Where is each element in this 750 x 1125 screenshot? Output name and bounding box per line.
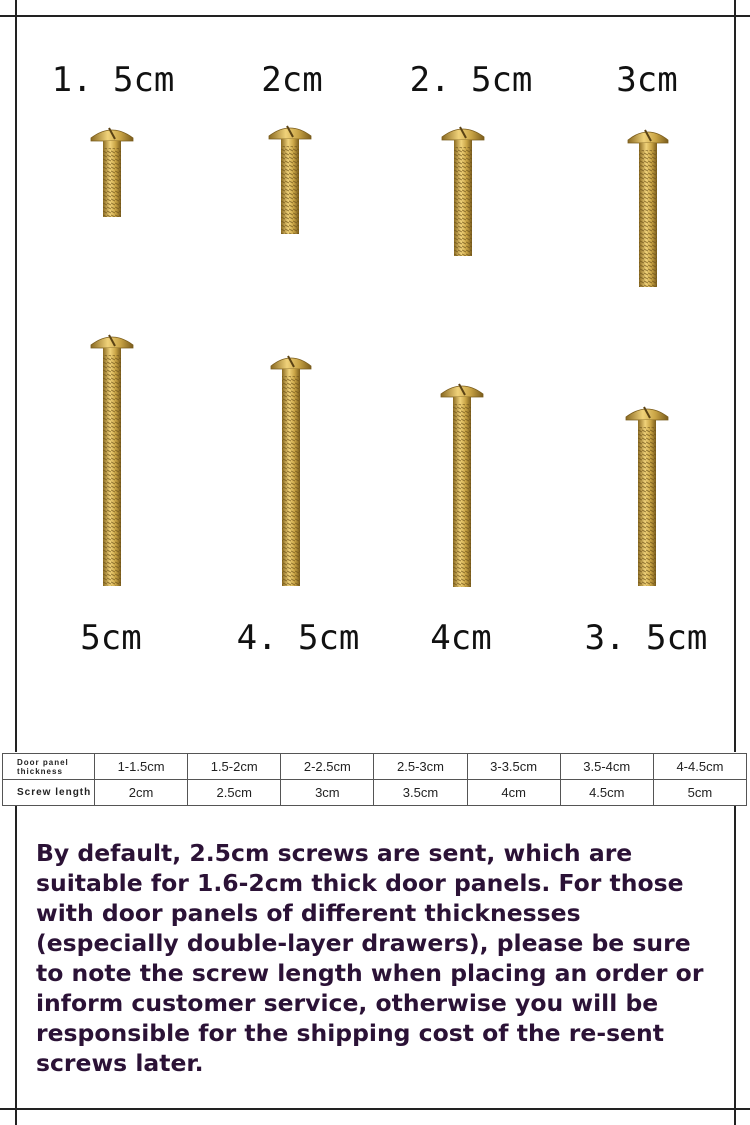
table-row-thickness: [3, 754, 747, 780]
table-cell: 3-3.5cm: [467, 754, 560, 780]
table-cell: 2cm: [95, 780, 188, 806]
shipping-note: By default, 2.5cm screws are sent, which are suitable for 1.6-2cm thick door panels. For those with door panels of different thicknesses (especially double-layer drawers), please be sure to note the screw length when placing an order or inform customer service, otherwise you will be responsible for the shipping cost of the re-sent screws later.: [36, 839, 704, 1077]
screw-8: [622, 405, 672, 588]
size-label-top-4: 3cm: [616, 60, 678, 100]
table-cell: 3.5cm: [374, 780, 467, 806]
table-cell: 4-4.5cm: [653, 754, 746, 780]
table-cell: 3.5-4cm: [560, 754, 653, 780]
screw-7: [437, 382, 487, 589]
screw-3: [438, 125, 488, 258]
table-cell: 1-1.5cm: [95, 754, 188, 780]
frame-left-line: [15, 0, 17, 752]
table-cell: 4.5cm: [560, 780, 653, 806]
size-label-top-3: 2. 5cm: [409, 60, 533, 100]
table-cell: 2.5cm: [188, 780, 281, 806]
size-label-bottom-1: 5cm: [80, 618, 142, 658]
frame-left-line-lower: [15, 805, 17, 1125]
screw-2: [265, 124, 315, 236]
table-cell: 4cm: [467, 780, 560, 806]
table-cell: 2-2.5cm: [281, 754, 374, 780]
frame-bottom-line: [0, 1108, 750, 1110]
table-cell: 2.5-3cm: [374, 754, 467, 780]
table-cell: 1.5-2cm: [188, 754, 281, 780]
frame-top-line: [0, 15, 750, 17]
size-label-top-2: 2cm: [261, 60, 323, 100]
size-label-bottom-4: 3. 5cm: [584, 618, 708, 658]
size-label-top-1: 1. 5cm: [51, 60, 175, 100]
table-cell: 5cm: [653, 780, 746, 806]
size-label-bottom-2: 4. 5cm: [236, 618, 360, 658]
frame-right-line: [734, 0, 736, 752]
screw-6: [267, 354, 315, 588]
frame-right-line-lower: [734, 805, 736, 1125]
screw-5: [87, 333, 137, 588]
table-header-length: Screw length: [3, 780, 95, 806]
screw-4: [624, 128, 672, 289]
screw-1: [87, 126, 137, 219]
size-label-bottom-3: 4cm: [430, 618, 492, 658]
table-header-thickness: Door panel thickness: [3, 754, 95, 780]
table-cell: 3cm: [281, 780, 374, 806]
spec-table: [2, 753, 747, 806]
table-row-length: [3, 780, 747, 806]
